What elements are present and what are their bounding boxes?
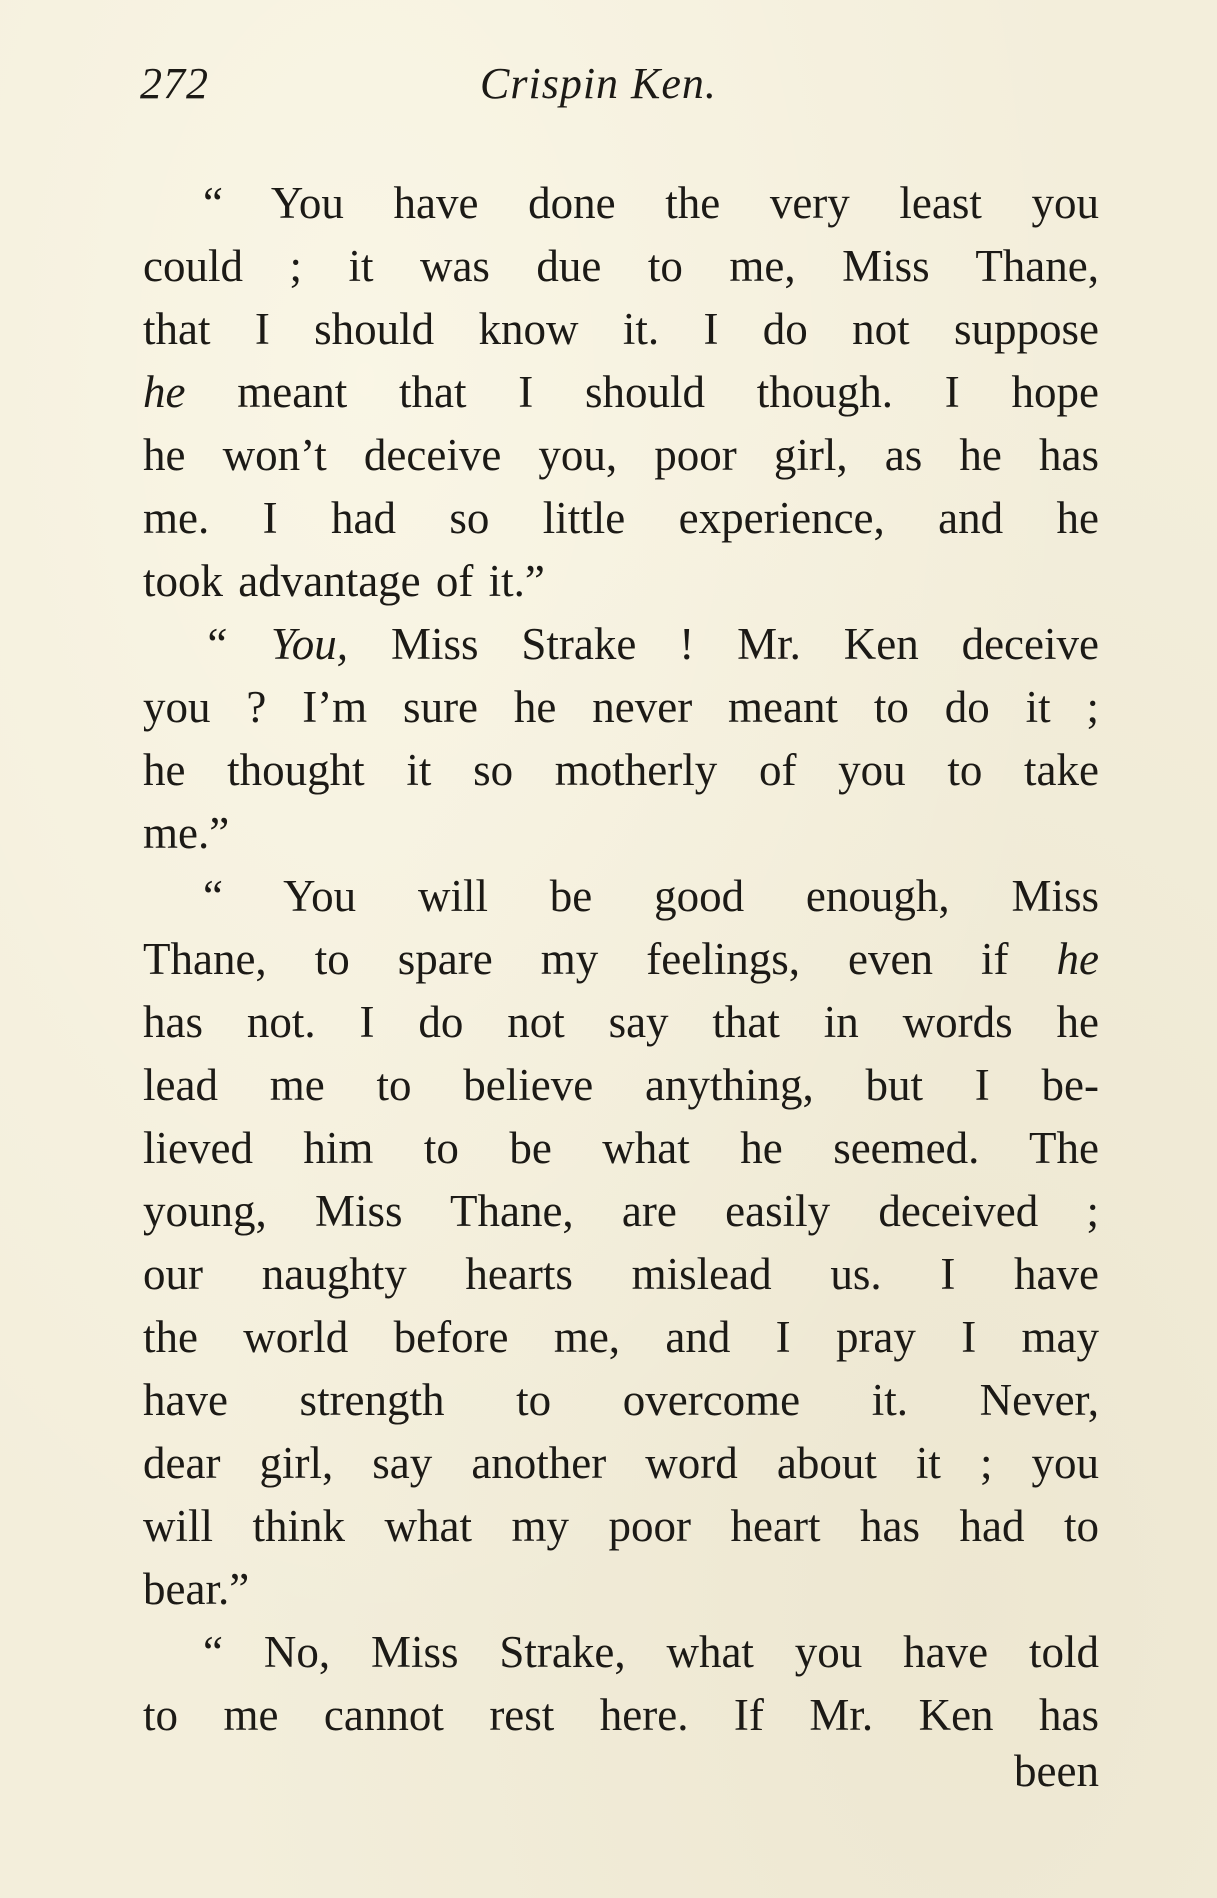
text-line bbox=[143, 172, 1099, 235]
italic-text: “ You, bbox=[203, 619, 349, 669]
line-text: young, Miss Thane, are easily deceived ; bbox=[143, 1186, 1099, 1236]
body-text bbox=[143, 172, 1099, 1747]
line-text: took advantage of it.” bbox=[143, 556, 545, 606]
text-line bbox=[143, 739, 1099, 802]
line-text: “ You will be good enough, Miss bbox=[203, 871, 1099, 921]
text-line bbox=[143, 1621, 1099, 1684]
text-line bbox=[143, 1180, 1099, 1243]
line-text: the world before me, and I pray I may bbox=[143, 1312, 1099, 1362]
line-text: Miss Strake ! Mr. Ken deceive bbox=[348, 619, 1099, 669]
text-line bbox=[143, 865, 1099, 928]
line-text: “ No, Miss Strake, what you have told bbox=[203, 1627, 1099, 1677]
text-line bbox=[143, 991, 1099, 1054]
text-line bbox=[143, 802, 1099, 865]
line-text: you ? I’m sure he never meant to do it ; bbox=[143, 682, 1099, 732]
text-line bbox=[143, 487, 1099, 550]
text-line bbox=[143, 1054, 1099, 1117]
line-text: lieved him to be what he seemed. The bbox=[143, 1123, 1099, 1173]
line-text: will think what my poor heart has had to bbox=[143, 1501, 1099, 1551]
running-head bbox=[140, 58, 1100, 118]
text-line bbox=[143, 676, 1099, 739]
line-text: me.” bbox=[143, 808, 230, 858]
line-text: he thought it so motherly of you to take bbox=[143, 745, 1099, 795]
text-line bbox=[143, 1369, 1099, 1432]
text-line bbox=[143, 928, 1099, 991]
line-text: he won’t deceive you, poor girl, as he has bbox=[143, 430, 1099, 480]
text-line bbox=[143, 424, 1099, 487]
line-text: Thane, to spare my feelings, even if bbox=[143, 934, 1057, 984]
text-line bbox=[143, 1558, 1099, 1621]
line-text: have strength to overcome it. Never, bbox=[143, 1375, 1099, 1425]
text-line bbox=[143, 1684, 1099, 1747]
line-text: meant that I should though. I hope bbox=[185, 367, 1099, 417]
text-line bbox=[143, 1306, 1099, 1369]
text-line bbox=[143, 298, 1099, 361]
text-line bbox=[143, 235, 1099, 298]
text-line bbox=[143, 613, 1099, 676]
text-line bbox=[143, 1432, 1099, 1495]
text-line bbox=[143, 361, 1099, 424]
text-line bbox=[143, 1495, 1099, 1558]
line-text: me. I had so little experience, and he bbox=[143, 493, 1099, 543]
line-text: our naughty hearts mislead us. I have bbox=[143, 1249, 1099, 1299]
line-text: “ You have done the very least you bbox=[203, 178, 1099, 228]
line-text: that I should know it. I do not suppose bbox=[143, 304, 1099, 354]
line-text: bear.” bbox=[143, 1564, 250, 1614]
line-text: to me cannot rest here. If Mr. Ken has bbox=[143, 1690, 1099, 1740]
text-line bbox=[143, 1243, 1099, 1306]
line-text: could ; it was due to me, Miss Thane, bbox=[143, 241, 1099, 291]
italic-text: he bbox=[1056, 934, 1099, 984]
line-text: dear girl, say another word about it ; you bbox=[143, 1438, 1099, 1488]
line-text: lead me to believe anything, but I be- bbox=[143, 1060, 1099, 1110]
italic-text: he bbox=[143, 367, 186, 417]
running-title: Crispin Ken. bbox=[480, 59, 717, 108]
text-line bbox=[143, 550, 1099, 613]
line-text: has not. I do not say that in words he bbox=[143, 997, 1099, 1047]
catchword: been bbox=[1014, 1746, 1099, 1796]
page-number: 272 bbox=[140, 59, 209, 108]
text-line bbox=[143, 1117, 1099, 1180]
